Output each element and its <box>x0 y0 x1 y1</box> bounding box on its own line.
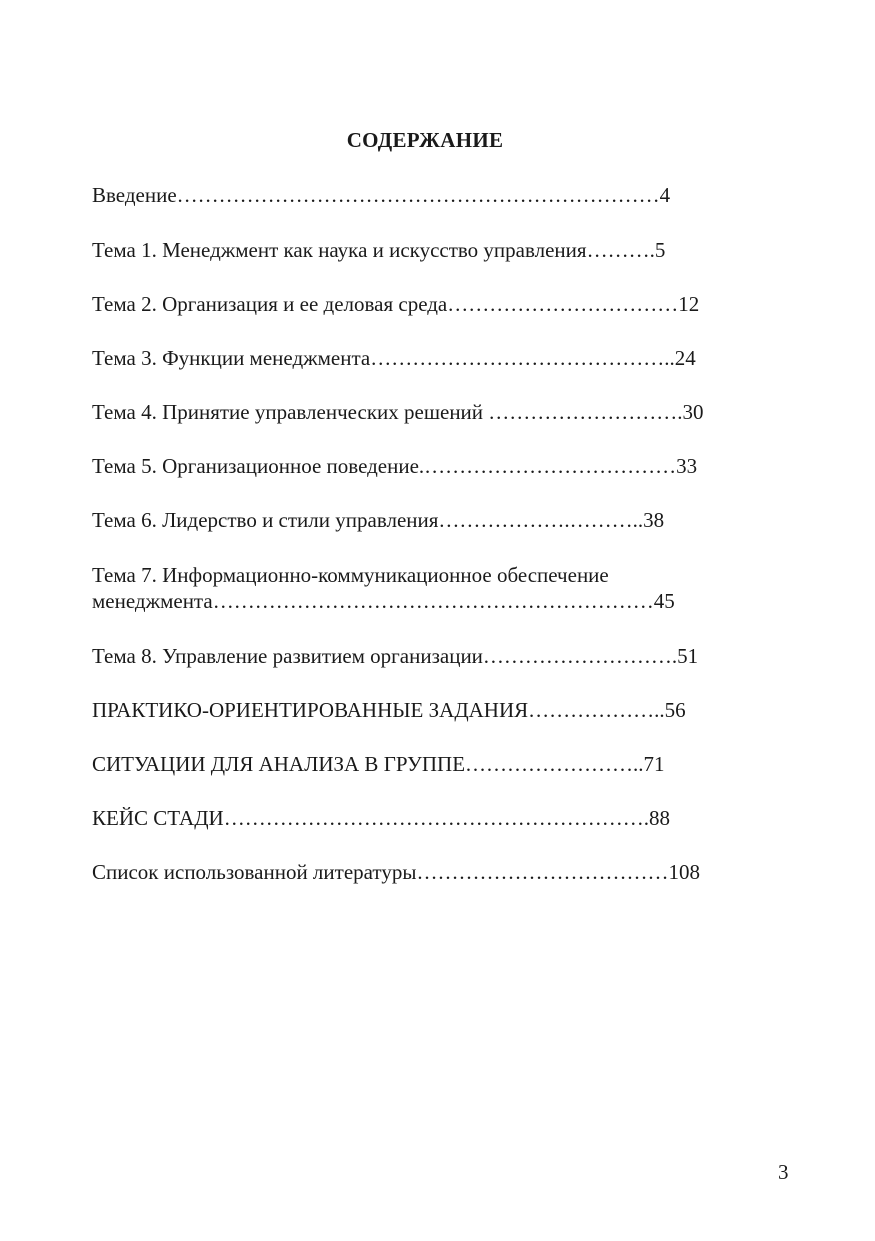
toc-entry-leader: ……………….. <box>528 698 665 722</box>
toc-entry-page: 56 <box>664 698 686 722</box>
toc-entry-page: 24 <box>674 346 696 370</box>
toc-entry-title: Тема 8. Управление развитием организации <box>92 644 483 668</box>
toc-entry-leader: …………………….. <box>465 752 644 776</box>
toc-entry-leader: ………………………. <box>488 400 683 424</box>
toc-entry-title: Тема 3. Функции менеджмента <box>92 346 371 370</box>
toc-entry-title: ПРАКТИКО-ОРИЕНТИРОВАННЫЕ ЗАДАНИЯ <box>92 698 529 722</box>
toc-entry-page: 108 <box>668 860 700 884</box>
toc-entry-page: 45 <box>653 589 675 613</box>
toc-entry-title: Введение <box>92 183 177 207</box>
toc-entry-title: Тема 5. Организационное поведение. <box>92 454 425 478</box>
toc-entry-leader: …………………………………………………………… <box>176 183 660 207</box>
toc-entry-topic-4[interactable] <box>92 399 704 425</box>
toc-entry-group-situations[interactable] <box>92 751 665 777</box>
toc-entry-leader: …………………………… <box>447 292 679 316</box>
toc-entry-title: Тема 7. Информационно-коммуникационное обеспечение <box>92 563 609 587</box>
toc-entry-title: Тема 6. Лидерство и стили управления <box>92 508 439 532</box>
toc-entry-page: 30 <box>682 400 704 424</box>
toc-entry-title: Список использованной литературы <box>92 860 417 884</box>
toc-entry-page: 33 <box>676 454 698 478</box>
toc-entry-case-study[interactable] <box>92 805 670 831</box>
toc-entry-page: 51 <box>677 644 699 668</box>
toc-entry-introduction[interactable] <box>92 182 670 208</box>
toc-entry-topic-7[interactable] <box>92 562 675 614</box>
toc-entry-title-continued: менеджмента <box>92 589 213 613</box>
toc-entry-leader: ……………….……….. <box>438 508 644 532</box>
toc-entry-page: 88 <box>648 806 670 830</box>
page-number: 3 <box>778 1160 789 1184</box>
toc-entry-page: 5 <box>654 238 666 262</box>
toc-entry-title: Тема 4. Принятие управленческих решений <box>92 400 489 424</box>
toc-entry-bibliography[interactable] <box>92 859 700 885</box>
toc-entry-leader: ………. <box>586 238 655 262</box>
toc-entry-topic-8[interactable] <box>92 643 698 669</box>
toc-entry-page: 71 <box>643 752 665 776</box>
toc-entry-title: СИТУАЦИИ ДЛЯ АНАЛИЗА В ГРУППЕ <box>92 752 466 776</box>
toc-entry-leader: ………………………. <box>482 644 678 668</box>
toc-entry-leader: ……………………………………………………. <box>223 806 649 830</box>
toc-entry-leader: ……………………………………………………… <box>212 589 654 613</box>
toc-entry-topic-2[interactable] <box>92 291 699 317</box>
toc-entry-topic-3[interactable] <box>92 345 696 371</box>
toc-entry-topic-1[interactable] <box>92 237 665 263</box>
toc-entry-practical-tasks[interactable] <box>92 697 686 723</box>
toc-entry-leader: …………………………………….. <box>370 346 675 370</box>
toc-entry-title: КЕЙС СТАДИ <box>92 806 224 830</box>
toc-entry-title: Тема 1. Менеджмент как наука и искусство управления <box>92 238 587 262</box>
toc-entry-leader: ……………………………… <box>416 860 669 884</box>
toc-entry-page: 12 <box>678 292 700 316</box>
page-title: СОДЕРЖАНИЕ <box>346 128 504 152</box>
toc-entry-page: 4 <box>659 183 671 207</box>
toc-entry-leader: ……………………………… <box>424 454 677 478</box>
toc-entry-topic-5[interactable] <box>92 453 697 479</box>
toc-entry-title: Тема 2. Организация и ее деловая среда <box>92 292 448 316</box>
toc-entry-topic-6[interactable] <box>92 507 664 533</box>
toc-entry-page: 38 <box>643 508 665 532</box>
